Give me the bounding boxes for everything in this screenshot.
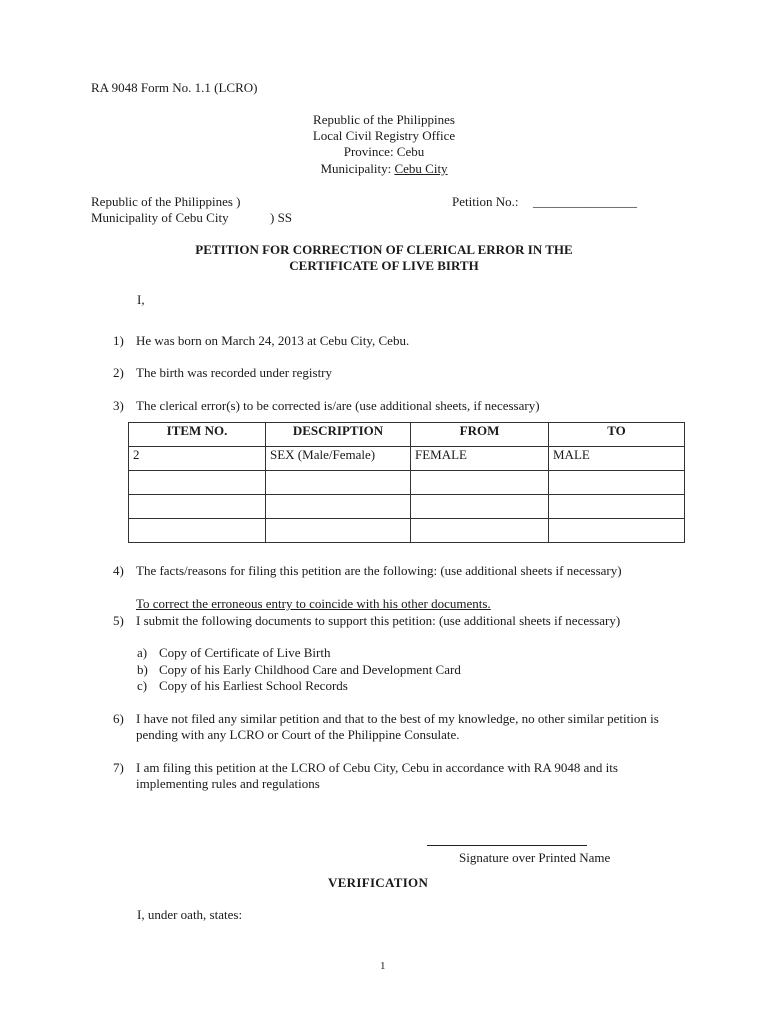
clerical-errors-table bbox=[128, 422, 685, 543]
signature-line[interactable] bbox=[427, 845, 587, 846]
petition-title-line-2: CERTIFICATE OF LIVE BIRTH bbox=[289, 258, 479, 273]
municipality-label: Municipality: bbox=[320, 161, 395, 176]
table-row bbox=[129, 447, 685, 471]
venue-ss: ) SS bbox=[270, 210, 293, 225]
oath-text: I, under oath, states: bbox=[137, 907, 243, 922]
item-7-text: I am filing this petition at the LCRO of Cebu City, Cebu in accordance with RA 9048 and its implementing rules and regulations bbox=[136, 760, 618, 791]
table-cell-to[interactable]: MALE bbox=[549, 447, 685, 471]
table-cell-description[interactable]: SEX (Male/Female) bbox=[266, 447, 411, 471]
table-cell-description[interactable] bbox=[266, 495, 411, 519]
item-1-text: He was born on March 24, 2013 at Cebu City, Cebu. bbox=[136, 333, 410, 348]
item-5-text: I submit the following documents to support this petition: (use additional sheets if necessary) bbox=[136, 613, 621, 628]
item-6-number: 6) bbox=[113, 711, 124, 726]
table-cell-to[interactable] bbox=[549, 471, 685, 495]
item-3-number: 3) bbox=[113, 398, 124, 413]
header-province: Province: Cebu bbox=[343, 144, 425, 159]
table-header-row bbox=[129, 423, 685, 447]
petition-no-label: Petition No.: bbox=[452, 194, 519, 209]
table-cell-item-no[interactable] bbox=[129, 519, 266, 543]
table-row bbox=[129, 495, 685, 519]
header-municipality bbox=[234, 161, 534, 177]
table-row bbox=[129, 519, 685, 543]
table-row bbox=[129, 471, 685, 495]
doc-a-letter: a) bbox=[137, 645, 148, 660]
table-cell-description[interactable] bbox=[266, 519, 411, 543]
header-lcro: Local Civil Registry Office bbox=[312, 128, 456, 143]
doc-a-text: Copy of Certificate of Live Birth bbox=[159, 645, 331, 660]
table-cell-from[interactable] bbox=[411, 471, 549, 495]
table-cell-item-no[interactable]: 2 bbox=[129, 447, 266, 471]
item-3-text: The clerical error(s) to be corrected is/are (use additional sheets, if necessary) bbox=[136, 398, 540, 413]
table-cell-to[interactable] bbox=[549, 519, 685, 543]
item-4-text: The facts/reasons for filing this petition are the following: (use additional sheets if necessary) bbox=[136, 563, 622, 578]
item-5-number: 5) bbox=[113, 613, 124, 628]
table-header-to: TO bbox=[549, 423, 685, 447]
table-cell-from[interactable] bbox=[411, 519, 549, 543]
header-republic: Republic of the Philippines bbox=[313, 112, 455, 127]
item-6-text: I have not filed any similar petition and that to the best of my knowledge, no other similar petition is pending with any LCRO or Court of the Philippine Consulate. bbox=[136, 711, 659, 742]
table-header-from: FROM bbox=[411, 423, 549, 447]
table-header-description: DESCRIPTION bbox=[266, 423, 411, 447]
verification-title: VERIFICATION bbox=[328, 875, 429, 890]
intro-text: I, bbox=[137, 292, 145, 307]
petition-no-blank[interactable]: ________________ bbox=[533, 194, 637, 209]
item-4-answer: To correct the erroneous entry to coincide with his other documents. bbox=[136, 596, 491, 611]
item-1-number: 1) bbox=[113, 333, 124, 348]
venue-line-2: Municipality of Cebu City bbox=[91, 210, 229, 225]
venue-line-1: Republic of the Philippines ) bbox=[91, 194, 241, 209]
doc-b-text: Copy of his Early Childhood Care and Development Card bbox=[159, 662, 461, 677]
table-cell-from[interactable] bbox=[411, 495, 549, 519]
municipality-value: Cebu City bbox=[394, 161, 448, 176]
item-2-text: The birth was recorded under registry bbox=[136, 365, 333, 380]
table-cell-item-no[interactable] bbox=[129, 471, 266, 495]
table-cell-from[interactable]: FEMALE bbox=[411, 447, 549, 471]
item-4-number: 4) bbox=[113, 563, 124, 578]
doc-c-letter: c) bbox=[137, 678, 148, 693]
page-number: 1 bbox=[380, 960, 386, 972]
item-2-number: 2) bbox=[113, 365, 124, 380]
table-header-item-no: ITEM NO. bbox=[129, 423, 266, 447]
table-cell-to[interactable] bbox=[549, 495, 685, 519]
table-cell-item-no[interactable] bbox=[129, 495, 266, 519]
petition-title-line-1: PETITION FOR CORRECTION OF CLERICAL ERROR IN THE bbox=[195, 242, 573, 257]
doc-c-text: Copy of his Earliest School Records bbox=[159, 678, 348, 693]
doc-b-letter: b) bbox=[137, 662, 148, 677]
table-cell-description[interactable] bbox=[266, 471, 411, 495]
form-id: RA 9048 Form No. 1.1 (LCRO) bbox=[91, 80, 258, 95]
signature-label: Signature over Printed Name bbox=[459, 850, 611, 865]
item-7-number: 7) bbox=[113, 760, 124, 775]
